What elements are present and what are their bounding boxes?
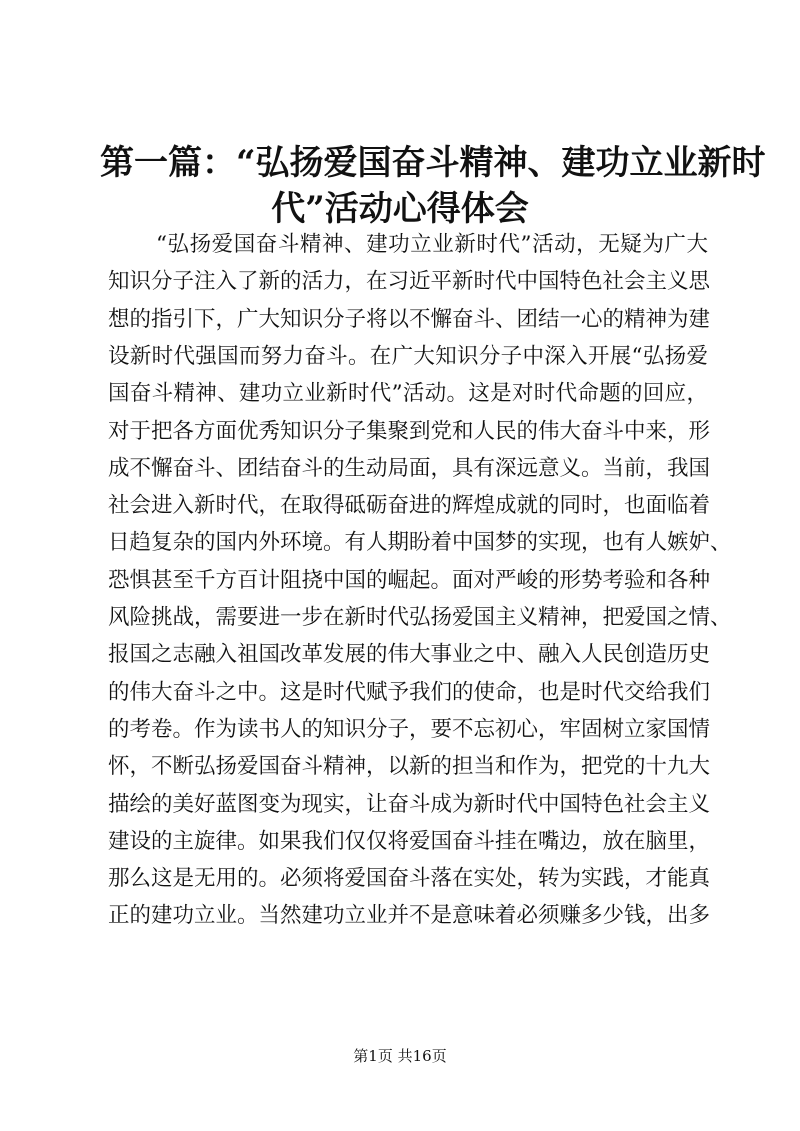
body-text-line: 的考卷。作为读书人的知识分子，要不忘初心，牢固树立家国情: [108, 716, 711, 742]
body-text-line: 描绘的美好蓝图变为现实，让奋斗成为新时代中国特色社会主义: [108, 791, 711, 817]
body-text-line: 风险挑战，需要进一步在新时代弘扬爱国主义精神，把爱国之情、: [108, 605, 732, 630]
body-text-line: “弘扬爱国奋斗精神、建功立业新时代”活动，无疑为广大: [156, 232, 708, 257]
body-text-line: 国奋斗精神、建功立业新时代”活动。这是对时代命题的回应，: [108, 381, 708, 407]
document-title-line-2: 代”活动心得体会: [271, 189, 529, 229]
body-text-line: 恐惧甚至千方百计阻挠中国的崛起。面对严峻的形势考验和各种: [108, 567, 711, 593]
body-text-line: 日趋复杂的国内外环境。有人期盼着中国梦的实现，也有人嫉妒、: [108, 530, 732, 556]
body-text-line: 想的指引下，广大知识分子将以不懈奋斗、团结一心的精神为建: [108, 306, 711, 332]
body-text-line: 那么这是无用的。必须将爱国奋斗落在实处，转为实践，才能真: [108, 866, 711, 892]
body-text-line: 成不懈奋斗、团结奋斗的生动局面，具有深远意义。当前，我国: [108, 455, 711, 481]
page-number-footer: 第1页 共16页: [353, 1047, 447, 1065]
body-text-line: 建设的主旋律。如果我们仅仅将爱国奋斗挂在嘴边，放在脑里，: [108, 828, 711, 854]
body-text-line: 设新时代强国而努力奋斗。在广大知识分子中深入开展“弘扬爱: [108, 343, 708, 369]
body-text-line: 报国之志融入祖国改革发展的伟大事业之中、融入人民创造历史: [108, 642, 711, 668]
body-text-line: 对于把各方面优秀知识分子集聚到党和人民的伟大奋斗中来，形: [108, 418, 711, 444]
body-text-line: 社会进入新时代，在取得砥砺奋进的辉煌成就的同时，也面临着: [108, 493, 711, 519]
body-text-line: 的伟大奋斗之中。这是时代赋予我们的使命，也是时代交给我们: [108, 679, 711, 705]
body-text-line: 怀，不断弘扬爱国奋斗精神，以新的担当和作为，把党的十九大: [108, 754, 711, 780]
body-text-line: 正的建功立业。当然建功立业并不是意味着必须赚多少钱，出多: [108, 903, 711, 929]
document-title-line-1: 第一篇：“弘扬爱国奋斗精神、建功立业新时: [100, 143, 766, 183]
body-text-line: 知识分子注入了新的活力，在习近平新时代中国特色社会主义思: [108, 269, 711, 295]
